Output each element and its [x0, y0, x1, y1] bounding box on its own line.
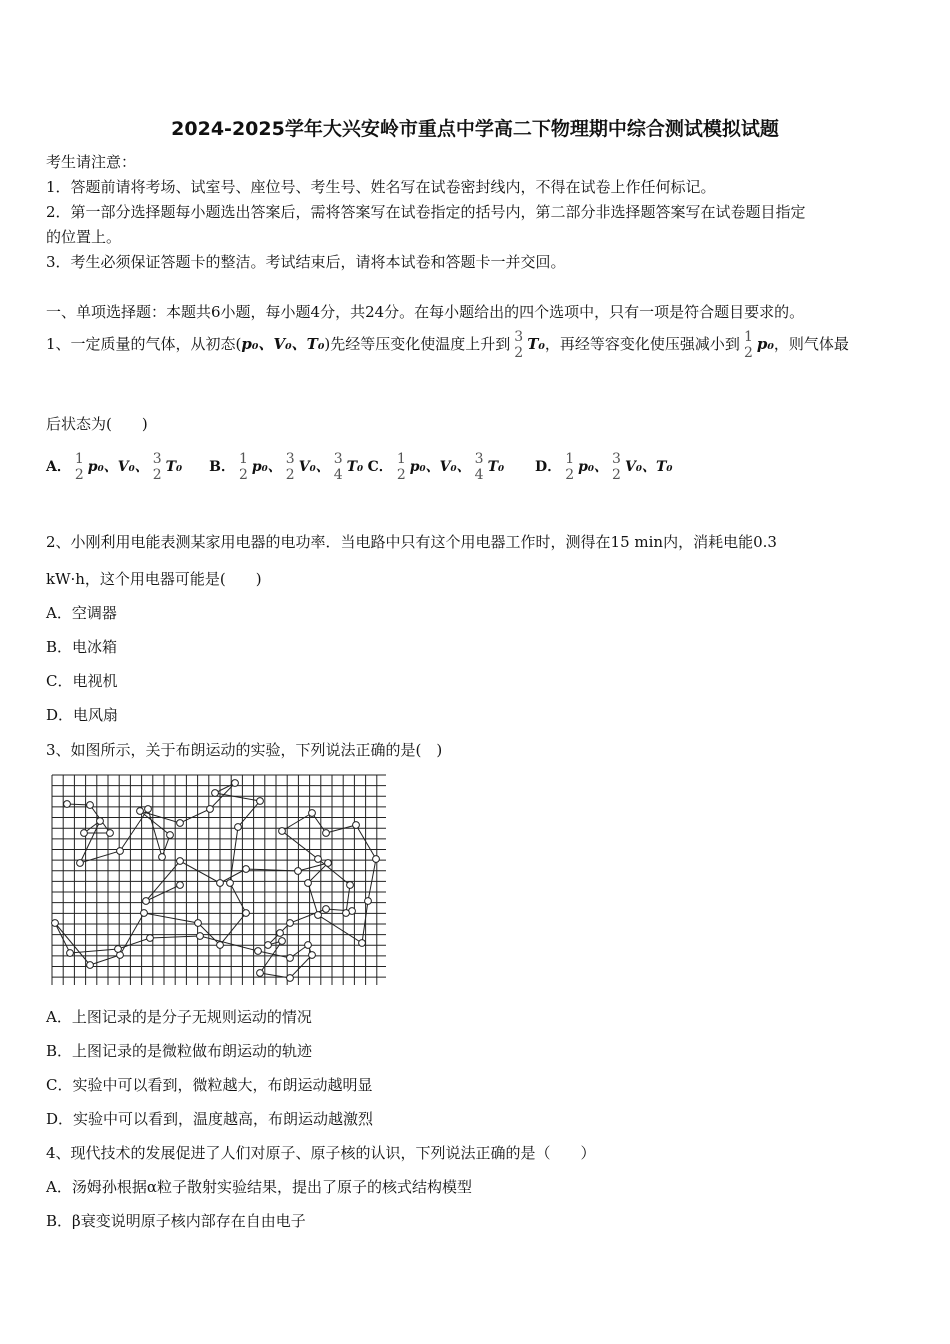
particle-position-dot [309, 952, 316, 959]
particle-position-dot [325, 860, 332, 867]
notice-item-2-cont: 的位置上。 [46, 228, 122, 246]
particle-position-dot [217, 880, 224, 887]
particle-position-dot [305, 942, 312, 949]
particle-position-dot [323, 906, 330, 913]
particle-position-dot [141, 910, 148, 917]
particle-position-dot [279, 938, 286, 945]
particle-position-dot [243, 910, 250, 917]
particle-position-dot [67, 950, 74, 957]
particle-position-dot [87, 962, 94, 969]
question-1-stem: 1、一定质量的气体，从初态(p₀、V₀、T₀)先经等压变化使温度上升到 3 2 T₀，再经等容变化使压强减小到 1 2 p₀，则气体最 [46, 329, 849, 361]
particle-position-dot [195, 920, 202, 927]
question-1-options [46, 449, 673, 485]
particle-position-dot [117, 848, 124, 855]
option-b[interactable]: B． 1 2 p₀、 3 2 V₀、 3 4 T₀ [209, 451, 364, 483]
particle-position-dot [353, 822, 360, 829]
particle-position-dot [255, 948, 262, 955]
particle-position-dot [315, 912, 322, 919]
particle-position-dot [167, 832, 174, 839]
particle-position-dot [177, 820, 184, 827]
particle-position-dot [81, 830, 88, 837]
particle-position-dot [257, 970, 264, 977]
question-4-option-b[interactable]: B．β衰变说明原子核内部存在自由电子 [46, 1212, 306, 1230]
option-a[interactable]: A． 1 2 p₀、V₀、 3 2 T₀ [46, 451, 183, 483]
fraction: 1 2 [743, 329, 753, 361]
particle-position-dot [243, 866, 250, 873]
particle-position-dot [323, 830, 330, 837]
particle-position-dot [145, 806, 152, 813]
particle-position-dot [235, 824, 242, 831]
particle-position-dot [257, 798, 264, 805]
particle-position-dot [64, 801, 71, 808]
particle-position-dot [305, 880, 312, 887]
particle-position-dot [343, 910, 350, 917]
particle-position-dot [287, 975, 294, 982]
particle-position-dot [197, 933, 204, 940]
option-c[interactable]: C． 1 2 p₀、V₀、 3 4 T₀ [367, 451, 505, 483]
question-2-option-b[interactable]: B．电冰箱 [46, 638, 118, 656]
particle-position-dot [315, 856, 322, 863]
question-2-option-a[interactable]: A．空调器 [46, 604, 117, 622]
particle-position-dot [277, 930, 284, 937]
question-3-stem: 3、如图所示，关于布朗运动的实验，下列说法正确的是( ) [46, 741, 443, 759]
particle-position-dot [287, 955, 294, 962]
question-4-option-a[interactable]: A．汤姆孙根据α粒子散射实验结果，提出了原子的核式结构模型 [46, 1178, 472, 1196]
section-heading: 一、单项选择题：本题共6小题，每小题4分，共24分。在每小题给出的四个选项中，只有一项是符合题目要求的。 [46, 303, 805, 321]
particle-position-dot [147, 935, 154, 942]
question-3-option-d[interactable]: D．实验中可以看到，温度越高，布朗运动越激烈 [46, 1110, 374, 1128]
particle-position-dot [115, 946, 122, 953]
particle-position-dot [217, 942, 224, 949]
particle-position-dot [373, 856, 380, 863]
question-2-stem: 2、小刚利用电能表测某家用电器的电功率．当电路中只有这个用电器工作时，测得在15 min内，消耗电能0.3 [46, 533, 777, 551]
particle-position-dot [347, 882, 354, 889]
particle-position-dot [295, 868, 302, 875]
question-3-option-b[interactable]: B．上图记录的是微粒做布朗运动的轨迹 [46, 1042, 313, 1060]
particle-position-dot [232, 780, 239, 787]
page-title: 2024-2025学年大兴安岭市重点中学高二下物理期中综合测试模拟试题 [171, 118, 779, 140]
question-3-option-a[interactable]: A．上图记录的是分子无规则运动的情况 [46, 1008, 312, 1026]
particle-position-dot [159, 854, 166, 861]
particle-position-dot [227, 880, 234, 887]
particle-position-dot [107, 830, 114, 837]
particle-position-dot [177, 858, 184, 865]
particle-position-dot [137, 808, 144, 815]
question-3-option-c[interactable]: C．实验中可以看到，微粒越大，布朗运动越明显 [46, 1076, 373, 1094]
question-1-stem-cont: 后状态为( ) [46, 415, 148, 433]
question-4-stem: 4、现代技术的发展促进了人们对原子、原子核的认识，下列说法正确的是（ ） [46, 1144, 596, 1162]
particle-position-dot [309, 810, 316, 817]
notice-heading: 考生请注意： [46, 153, 137, 171]
particle-position-dot [207, 806, 214, 813]
particle-position-dot [279, 828, 286, 835]
notice-item-1: 1．答题前请将考场、试室号、座位号、考生号、姓名写在试卷密封线内，不得在试卷上作任何标记。 [46, 178, 716, 196]
notice-item-3: 3．考生必须保证答题卡的整洁。考试结束后，请将本试卷和答题卡一并交回。 [46, 253, 566, 271]
particle-position-dot [87, 802, 94, 809]
particle-position-dot [77, 860, 84, 867]
option-d[interactable]: D． 1 2 p₀、 3 2 V₀、T₀ [535, 451, 673, 483]
particle-position-dot [359, 940, 366, 947]
particle-position-dot [212, 790, 219, 797]
particle-position-dot [143, 898, 150, 905]
particle-position-dot [287, 920, 294, 927]
brownian-motion-figure [50, 773, 390, 989]
notice-item-2: 2．第一部分选择题每小题选出答案后，需将答案写在试卷指定的括号内，第二部分非选择题答案写在试卷题目指定 [46, 203, 806, 221]
particle-position-dot [97, 818, 104, 825]
particle-position-dot [52, 920, 59, 927]
fraction: 3 2 [514, 329, 524, 361]
question-2-option-d[interactable]: D．电风扇 [46, 706, 119, 724]
particle-position-dot [365, 898, 372, 905]
question-2-stem-cont: kW·h，这个用电器可能是( ) [46, 570, 262, 588]
question-2-option-c[interactable]: C．电视机 [46, 672, 118, 690]
particle-position-dot [177, 882, 184, 889]
particle-trajectory [55, 783, 376, 978]
particle-position-dot [265, 942, 272, 949]
